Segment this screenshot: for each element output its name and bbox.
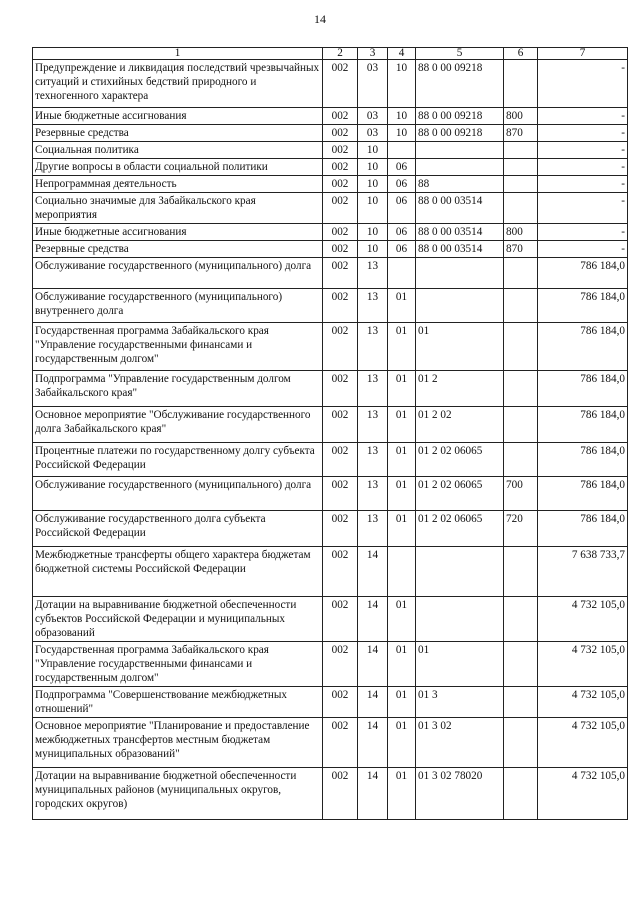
amount-cell: 786 184,0 xyxy=(538,511,628,547)
section-cell: 14 xyxy=(358,597,388,642)
subsection-cell xyxy=(388,547,416,597)
expense-type-cell xyxy=(504,159,538,176)
expense-type-cell xyxy=(504,258,538,289)
amount-cell: 786 184,0 xyxy=(538,443,628,477)
subsection-cell: 01 xyxy=(388,289,416,323)
code-cell: 002 xyxy=(323,289,358,323)
table-body xyxy=(33,60,628,820)
section-cell: 03 xyxy=(358,125,388,142)
row-name-cell: Иные бюджетные ассигнования xyxy=(33,108,323,125)
column-header: 6 xyxy=(504,48,538,60)
section-cell: 13 xyxy=(358,289,388,323)
section-cell: 13 xyxy=(358,258,388,289)
target-article-cell xyxy=(416,547,504,597)
table-row xyxy=(33,142,628,159)
table-row xyxy=(33,371,628,407)
subsection-cell: 01 xyxy=(388,407,416,443)
target-article-cell: 01 2 02 xyxy=(416,407,504,443)
subsection-cell: 10 xyxy=(388,60,416,108)
subsection-cell: 06 xyxy=(388,176,416,193)
amount-cell: - xyxy=(538,224,628,241)
section-cell: 14 xyxy=(358,768,388,820)
target-article-cell: 88 0 00 09218 xyxy=(416,125,504,142)
subsection-cell xyxy=(388,142,416,159)
expense-type-cell xyxy=(504,323,538,371)
subsection-cell: 10 xyxy=(388,125,416,142)
amount-cell: - xyxy=(538,176,628,193)
row-name-cell: Основное мероприятие "Планирование и предоставление межбюджетных трансфертов местным бюджетам муниципальных образований" xyxy=(33,718,323,768)
table-row xyxy=(33,443,628,477)
table-row xyxy=(33,108,628,125)
code-cell: 002 xyxy=(323,241,358,258)
amount-cell: 786 184,0 xyxy=(538,323,628,371)
row-name-cell: Иные бюджетные ассигнования xyxy=(33,224,323,241)
target-article-cell xyxy=(416,289,504,323)
table-row xyxy=(33,323,628,371)
row-name-cell: Обслуживание государственного (муниципального) долга xyxy=(33,477,323,511)
column-header: 2 xyxy=(323,48,358,60)
subsection-cell: 06 xyxy=(388,241,416,258)
code-cell: 002 xyxy=(323,125,358,142)
amount-cell: 7 638 733,7 xyxy=(538,547,628,597)
expense-type-cell xyxy=(504,407,538,443)
table-row xyxy=(33,597,628,642)
section-cell: 03 xyxy=(358,60,388,108)
row-name-cell: Социальная политика xyxy=(33,142,323,159)
code-cell: 002 xyxy=(323,108,358,125)
code-cell: 002 xyxy=(323,477,358,511)
section-cell: 14 xyxy=(358,718,388,768)
row-name-cell: Дотации на выравнивание бюджетной обеспеченности муниципальных районов (муниципальных округов, городских округов) xyxy=(33,768,323,820)
amount-cell: 786 184,0 xyxy=(538,289,628,323)
subsection-cell: 01 xyxy=(388,687,416,718)
code-cell: 002 xyxy=(323,407,358,443)
section-cell: 10 xyxy=(358,193,388,224)
subsection-cell: 01 xyxy=(388,443,416,477)
target-article-cell: 01 xyxy=(416,642,504,687)
amount-cell: - xyxy=(538,60,628,108)
subsection-cell: 01 xyxy=(388,597,416,642)
target-article-cell: 01 xyxy=(416,323,504,371)
section-cell: 10 xyxy=(358,159,388,176)
section-cell: 13 xyxy=(358,323,388,371)
expense-type-cell xyxy=(504,718,538,768)
code-cell: 002 xyxy=(323,176,358,193)
section-cell: 13 xyxy=(358,371,388,407)
table-row xyxy=(33,547,628,597)
expense-type-cell xyxy=(504,642,538,687)
table-row xyxy=(33,289,628,323)
expense-type-cell xyxy=(504,289,538,323)
amount-cell: 786 184,0 xyxy=(538,407,628,443)
section-cell: 10 xyxy=(358,224,388,241)
table-row xyxy=(33,687,628,718)
row-name-cell: Резервные средства xyxy=(33,125,323,142)
code-cell: 002 xyxy=(323,768,358,820)
table-row xyxy=(33,60,628,108)
subsection-cell: 01 xyxy=(388,477,416,511)
expense-type-cell xyxy=(504,443,538,477)
subsection-cell: 06 xyxy=(388,224,416,241)
code-cell: 002 xyxy=(323,642,358,687)
amount-cell: - xyxy=(538,108,628,125)
expense-type-cell: 870 xyxy=(504,125,538,142)
target-article-cell: 88 0 00 09218 xyxy=(416,60,504,108)
code-cell: 002 xyxy=(323,60,358,108)
column-header: 4 xyxy=(388,48,416,60)
section-cell: 14 xyxy=(358,687,388,718)
target-article-cell: 88 xyxy=(416,176,504,193)
row-name-cell: Предупреждение и ликвидация последствий чрезвычайных ситуаций и стихийных бедствий природного и техногенного характера xyxy=(33,60,323,108)
column-header: 1 xyxy=(33,48,323,60)
target-article-cell: 01 2 xyxy=(416,371,504,407)
subsection-cell: 01 xyxy=(388,511,416,547)
target-article-cell: 01 2 02 06065 xyxy=(416,477,504,511)
row-name-cell: Государственная программа Забайкальского края "Управление государственными финансами и государственным долгом" xyxy=(33,642,323,687)
code-cell: 002 xyxy=(323,511,358,547)
expense-type-cell xyxy=(504,142,538,159)
code-cell: 002 xyxy=(323,597,358,642)
target-article-cell: 01 3 02 xyxy=(416,718,504,768)
row-name-cell: Подпрограмма "Совершенствование межбюджетных отношений" xyxy=(33,687,323,718)
target-article-cell xyxy=(416,597,504,642)
table-row xyxy=(33,407,628,443)
column-header: 5 xyxy=(416,48,504,60)
amount-cell: - xyxy=(538,241,628,258)
row-name-cell: Основное мероприятие "Обслуживание государственного долга Забайкальского края" xyxy=(33,407,323,443)
target-article-cell xyxy=(416,258,504,289)
table-row xyxy=(33,241,628,258)
expense-type-cell: 700 xyxy=(504,477,538,511)
row-name-cell: Социально значимые для Забайкальского края мероприятия xyxy=(33,193,323,224)
amount-cell: 4 732 105,0 xyxy=(538,687,628,718)
section-cell: 14 xyxy=(358,642,388,687)
code-cell: 002 xyxy=(323,159,358,176)
section-cell: 13 xyxy=(358,407,388,443)
row-name-cell: Процентные платежи по государственному долгу субъекта Российской Федерации xyxy=(33,443,323,477)
expense-type-cell xyxy=(504,768,538,820)
expense-type-cell: 800 xyxy=(504,224,538,241)
target-article-cell: 88 0 00 03514 xyxy=(416,224,504,241)
subsection-cell: 01 xyxy=(388,323,416,371)
target-article-cell xyxy=(416,142,504,159)
amount-cell: 4 732 105,0 xyxy=(538,718,628,768)
target-article-cell: 88 0 00 09218 xyxy=(416,108,504,125)
expense-type-cell: 870 xyxy=(504,241,538,258)
table-row xyxy=(33,768,628,820)
row-name-cell: Обслуживание государственного (муниципального) внутреннего долга xyxy=(33,289,323,323)
row-name-cell: Непрограммная деятельность xyxy=(33,176,323,193)
table-row xyxy=(33,159,628,176)
subsection-cell: 01 xyxy=(388,642,416,687)
row-name-cell: Обслуживание государственного долга субъекта Российской Федерации xyxy=(33,511,323,547)
amount-cell: 786 184,0 xyxy=(538,258,628,289)
table-row xyxy=(33,125,628,142)
section-cell: 13 xyxy=(358,511,388,547)
amount-cell: - xyxy=(538,159,628,176)
amount-cell: - xyxy=(538,193,628,224)
code-cell: 002 xyxy=(323,224,358,241)
row-name-cell: Государственная программа Забайкальского края "Управление государственными финансами и государственным долгом" xyxy=(33,323,323,371)
table-row xyxy=(33,718,628,768)
code-cell: 002 xyxy=(323,687,358,718)
section-cell: 13 xyxy=(358,477,388,511)
code-cell: 002 xyxy=(323,323,358,371)
amount-cell: 786 184,0 xyxy=(538,477,628,511)
row-name-cell: Дотации на выравнивание бюджетной обеспеченности субъектов Российской Федерации и муниципальных образований xyxy=(33,597,323,642)
code-cell: 002 xyxy=(323,371,358,407)
section-cell: 10 xyxy=(358,176,388,193)
table-row xyxy=(33,477,628,511)
budget-table xyxy=(32,47,628,820)
target-article-cell: 88 0 00 03514 xyxy=(416,241,504,258)
amount-cell: - xyxy=(538,142,628,159)
subsection-cell: 01 xyxy=(388,718,416,768)
row-name-cell: Резервные средства xyxy=(33,241,323,258)
subsection-cell: 06 xyxy=(388,193,416,224)
target-article-cell: 01 3 02 78020 xyxy=(416,768,504,820)
code-cell: 002 xyxy=(323,142,358,159)
section-cell: 03 xyxy=(358,108,388,125)
section-cell: 14 xyxy=(358,547,388,597)
subsection-cell xyxy=(388,258,416,289)
target-article-cell xyxy=(416,159,504,176)
row-name-cell: Межбюджетные трансферты общего характера бюджетам бюджетной системы Российской Федерации xyxy=(33,547,323,597)
target-article-cell: 88 0 00 03514 xyxy=(416,193,504,224)
table-row xyxy=(33,176,628,193)
expense-type-cell xyxy=(504,176,538,193)
code-cell: 002 xyxy=(323,547,358,597)
header-row xyxy=(33,48,628,60)
expense-type-cell: 720 xyxy=(504,511,538,547)
subsection-cell: 01 xyxy=(388,768,416,820)
row-name-cell: Подпрограмма "Управление государственным долгом Забайкальского края" xyxy=(33,371,323,407)
section-cell: 10 xyxy=(358,241,388,258)
target-article-cell: 01 2 02 06065 xyxy=(416,443,504,477)
expense-type-cell: 800 xyxy=(504,108,538,125)
row-name-cell: Другие вопросы в области социальной политики xyxy=(33,159,323,176)
subsection-cell: 10 xyxy=(388,108,416,125)
column-header: 3 xyxy=(358,48,388,60)
row-name-cell: Обслуживание государственного (муниципального) долга xyxy=(33,258,323,289)
expense-type-cell xyxy=(504,547,538,597)
target-article-cell: 01 3 xyxy=(416,687,504,718)
amount-cell: 4 732 105,0 xyxy=(538,597,628,642)
amount-cell: 4 732 105,0 xyxy=(538,642,628,687)
amount-cell: 4 732 105,0 xyxy=(538,768,628,820)
code-cell: 002 xyxy=(323,193,358,224)
target-article-cell: 01 2 02 06065 xyxy=(416,511,504,547)
section-cell: 10 xyxy=(358,142,388,159)
code-cell: 002 xyxy=(323,443,358,477)
table-row xyxy=(33,511,628,547)
subsection-cell: 01 xyxy=(388,371,416,407)
amount-cell: - xyxy=(538,125,628,142)
code-cell: 002 xyxy=(323,258,358,289)
subsection-cell: 06 xyxy=(388,159,416,176)
expense-type-cell xyxy=(504,193,538,224)
table-row xyxy=(33,224,628,241)
code-cell: 002 xyxy=(323,718,358,768)
amount-cell: 786 184,0 xyxy=(538,371,628,407)
section-cell: 13 xyxy=(358,443,388,477)
page-number: 14 xyxy=(314,12,326,26)
column-header: 7 xyxy=(538,48,628,60)
table-row xyxy=(33,193,628,224)
expense-type-cell xyxy=(504,371,538,407)
expense-type-cell xyxy=(504,60,538,108)
expense-type-cell xyxy=(504,597,538,642)
expense-type-cell xyxy=(504,687,538,718)
table-row xyxy=(33,642,628,687)
table-row xyxy=(33,258,628,289)
